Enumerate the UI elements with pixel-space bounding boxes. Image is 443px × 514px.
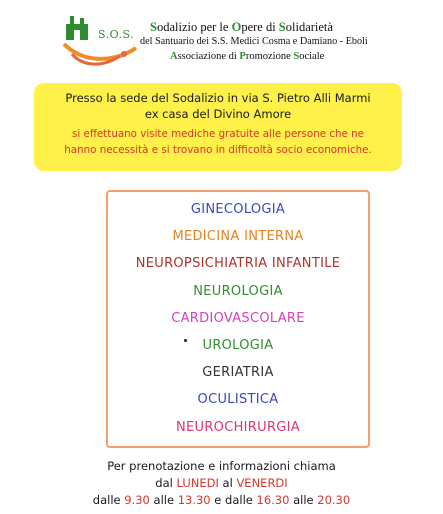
time-2: 13.30: [177, 493, 211, 507]
logo-text: S.O.S.: [98, 28, 135, 41]
specialty-item: OCULISTICA: [197, 392, 279, 408]
header: [0, 0, 443, 78]
specialty-item: GINECOLOGIA: [190, 202, 286, 217]
org-line-3: Associazione di Promozione Sociale: [170, 51, 325, 62]
org-line-2: del Santuario dei S.S. Medici Cosma e Damiano - Eboli: [140, 36, 368, 47]
footer-line-2: dal LUNEDI al VENERDI: [155, 476, 288, 490]
notice-line-4: hanno necessità e si trovano in difficoltà socio economiche.: [64, 144, 372, 156]
day-from: LUNEDI: [176, 476, 219, 490]
footer-line-1: Per prenotazione e informazioni chiama: [107, 459, 336, 473]
organization-name: [140, 20, 435, 64]
notice-line-2: ex casa del Divino Amore: [144, 107, 292, 121]
specialty-item: CARDIOVASCOLARE: [171, 310, 305, 326]
specialties-box: [106, 190, 370, 448]
specialty-item: GERIATRIA: [202, 365, 274, 381]
org-line-1: Sodalizio per le Opere di Solidarietà: [150, 20, 333, 34]
specialty-item: NEUROPSICHIATRIA INFANTILE: [135, 256, 341, 272]
notice-line-1: Presso la sede del Sodalizio in via S. Pietro Alli Marmi: [65, 91, 371, 105]
notice-line-3: si effettuano visite mediche gratuite alle persone che ne: [71, 128, 364, 140]
specialty-item: UROLOGIA: [202, 338, 274, 353]
specialty-item: NEUROLOGIA: [193, 283, 283, 299]
footer-line-3: dalle 9.30 alle 13.30 e dalle 16.30 alle 20.30: [92, 493, 351, 507]
specialty-item: MEDICINA INTERNA: [172, 229, 304, 245]
day-to: VENERDI: [236, 476, 288, 490]
logo-icon: [62, 14, 140, 70]
time-1: 9.30: [124, 493, 150, 507]
time-3: 16.30: [256, 493, 290, 507]
footer: [0, 458, 443, 509]
specialty-item: NEUROCHIRURGIA: [176, 419, 300, 435]
time-4: 20.30: [317, 493, 351, 507]
notice-box: [34, 83, 402, 171]
